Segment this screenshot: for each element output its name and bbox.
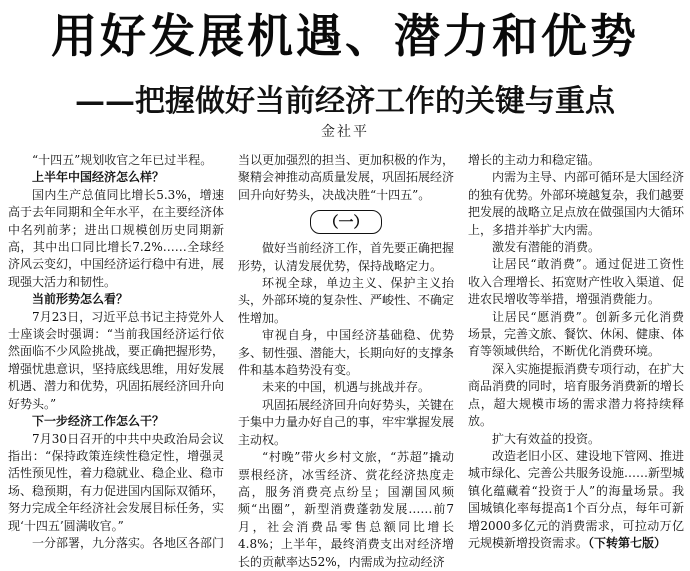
col1-paragraph: 一分部署，九分落实。各地区各部门	[32, 535, 225, 550]
col3-paragraph: 深入实施提振消费专项行动，在扩大商品消费的同时，培育服务消费新的增长点，超大规模市场的需求潜力将持续释放。	[468, 361, 685, 429]
col1-paragraph: 7月30日召开的中共中央政治局会议指出：“保持政策连续性稳定性，增强灵活性预见性，着力稳就业、稳企业、稳市场、稳预期，有力促进国内国际双循环，努力完成全年经济社会发展目标任务，实现‘十四五’圆满收官。”	[8, 431, 225, 533]
col3-paragraph: 激发有潜能的消费。	[492, 240, 601, 255]
byline: 金社平	[321, 124, 369, 140]
col3-paragraph: 增长的主动力和稳定锚。	[468, 153, 601, 167]
section-marker-label: （一）	[310, 210, 381, 234]
col2-paragraph: 未来的中国，机遇与挑战并存。	[262, 380, 431, 395]
col1-paragraph: 下一步经济工作怎么干？	[32, 414, 165, 429]
col2-paragraph: 巩固拓展经济回升向好势头，关键在于集中力量办好自己的事，牢牢掌握发展主动权。	[238, 397, 455, 447]
col2-paragraph: 环视全球，单边主义、保护主义抬头，外部环境的复杂性、严峻性、不确定性增加。	[238, 276, 455, 325]
continued-on-page-note: （下转第七版）	[588, 535, 667, 550]
section-marker	[238, 210, 454, 234]
col3-paragraph: 让居民“愿消费”。创新多元化消费场景，完善文旅、餐饮、休闲、健康、体育等领域供给，不断优化消费环境。	[468, 309, 685, 359]
col2-paragraph: “村晚”带火乡村文旅，“苏超”撬动票根经济，冰雪经济、赏花经济热度走高，服务消费亮点纷呈；国潮国风频频“出圈”，新型消费蓬勃发展……前7月，社会消费品零售总额同比增长4.8%；上半年，最终消费支出对经济增长的贡献率达52%，内需成为拉动经济	[238, 450, 454, 569]
col2-paragraph: 审视自身，中国经济基础稳、优势多、韧性强、潜能大，长期向好的支撑条件和基本趋势没有变。	[238, 328, 455, 378]
col3-paragraph: 扩大有效益的投资。	[492, 431, 601, 446]
col1-paragraph: “十四五”规划收官之年已过半程。	[32, 153, 213, 167]
column-1	[8, 152, 225, 550]
headline: 用好发展机遇、潜力和优势	[51, 9, 639, 63]
col2-paragraph: 做好当前经济工作，首先要正确把握形势，认清发展优势，保持战略定力。	[238, 241, 455, 273]
column-3	[468, 152, 685, 550]
col1-paragraph: 7月23日，习近平总书记主持党外人士座谈会时强调：“当前我国经济运行依然面临不少风险挑战，要正确把握形势，增强忧患意识，坚持底线思维，用好发展机遇、潜力和优势，巩固拓展经济回升向好势头。”	[8, 309, 225, 411]
col3-paragraph	[468, 448, 684, 552]
subheadline: ——把握做好当前经济工作的关键与重点	[75, 84, 615, 119]
col1-paragraph: 国内生产总值同比增长5.3%，增速高于去年同期和全年水平，在主要经济体中名列前茅；进出口规模创历史同期新高，其中出口同比增长7.2%……全球经济风云变幻，中国经济运行稳中有进，展现强大活力和韧性。	[8, 187, 225, 289]
paragraph-text: 改造老旧小区、建设地下管网、推进城市绿化、完善公共服务设施……新型城镇化蕴藏着“投资于人”的海量场景。我国城镇化率每提高1个百分点，每年可新增2000多亿元的消费需求，可拉动万亿元规模新增投资需求。	[468, 448, 685, 550]
col1-paragraph: 上半年中国经济怎么样？	[32, 170, 165, 185]
column-2	[238, 152, 455, 569]
col3-paragraph: 让居民“敢消费”。通过促进工资性收入合理增长、拓宽财产性收入渠道、促进农民增收等举措，增强消费能力。	[468, 257, 685, 307]
col1-paragraph: 当前形势怎么看？	[32, 292, 129, 307]
col3-paragraph: 内需为主导、内部可循环是大国经济的独有优势。外部环境越复杂，我们越要把发展的战略立足点放在做强国内大循环上，多措并举扩大内需。	[468, 170, 685, 237]
column-2-body	[238, 240, 454, 571]
column-2-intro-paragraph: 当以更加强烈的担当、更加积极的作为，聚精会神推动高质量发展，巩固拓展经济回升向好势头，决战决胜“十四五”。	[238, 153, 455, 202]
